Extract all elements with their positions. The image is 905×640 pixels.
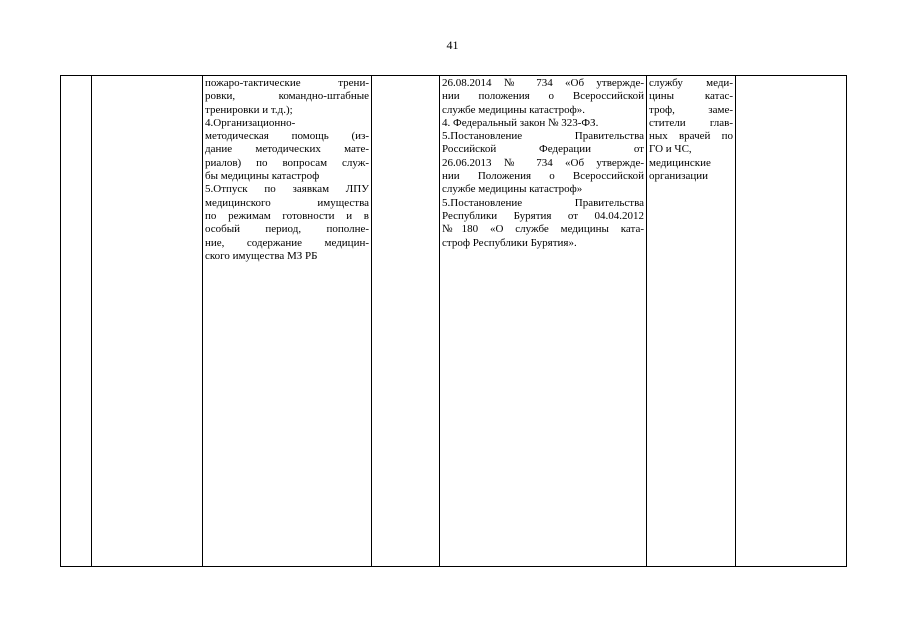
cell-legal-basis (440, 76, 647, 567)
cell-activities (203, 76, 372, 567)
cell-participants (647, 76, 736, 567)
cell-text-line: медицинские (649, 156, 711, 169)
cell-text-line: по режимам готовности и в (205, 209, 369, 222)
cell-text-line: риалов) по вопросам служ- (205, 156, 369, 169)
cell-text-line: 4.Организационно- (205, 116, 296, 129)
cell-text-line: особый период, пополне- (205, 223, 369, 236)
cell-text-line: ского имущества МЗ РБ (205, 249, 318, 262)
cell-text-line: нии Положения о Всероссийской (442, 170, 644, 183)
cell-text-line: бы медицины катастроф (205, 170, 320, 183)
cell-text-line: цины катас- (649, 90, 733, 103)
cell-col-2 (92, 76, 203, 567)
cell-text-line: ние, содержание медицин- (205, 236, 369, 249)
cell-text-line: тренировки и т.д.); (205, 103, 293, 116)
cell-text-line: 5.Постановление Правительства (442, 130, 644, 143)
cell-text-line: службе медицины катастроф» (442, 183, 583, 196)
cell-text-line: медицинского имущества (205, 196, 369, 209)
cell-text-line: 4. Федеральный закон № 323-ФЗ. (442, 116, 599, 129)
cell-text-line: службу меди- (649, 77, 733, 89)
cell-col-7 (736, 76, 847, 567)
cell-text-line: методическая помощь (из- (205, 130, 369, 143)
cell-text-line: ровки, командно-штабные (205, 90, 369, 103)
cell-text-line: 26.08.2014 № 734 «Об утвержде- (442, 77, 644, 89)
cell-text-line: ных врачей по (649, 130, 733, 143)
cell-text-line: стители глав- (649, 116, 733, 129)
cell-text-line: строф Республики Бурятия». (442, 236, 577, 249)
cell-text-line: ГО и ЧС, (649, 143, 692, 156)
cell-text-line: 26.06.2013 № 734 «Об утвержде- (442, 156, 644, 169)
table-row (61, 76, 847, 567)
cell-text-line: 5.Отпуск по заявкам ЛПУ (205, 183, 369, 196)
cell-text-line: организации (649, 170, 709, 183)
cell-col-4 (372, 76, 440, 567)
cell-text-line: дание методических мате- (205, 143, 369, 156)
cell-col-1 (61, 76, 92, 567)
cell-text-line: 5.Постановление Правительства (442, 196, 644, 209)
cell-text-line: службе медицины катастроф». (442, 103, 586, 116)
cell-text-line: троф, заме- (649, 103, 733, 116)
page-number: 41 (446, 38, 459, 52)
cell-text-line: пожаро-тактические трени- (205, 77, 369, 89)
cell-text-line: Республики Бурятия от 04.04.2012 (442, 209, 644, 222)
document-table (60, 75, 847, 567)
cell-text-line: №180 «О службе медицины ката- (442, 223, 644, 236)
cell-text-line: нии положения о Всероссийской (442, 90, 644, 103)
cell-text-line: Российской Федерации от (442, 143, 644, 156)
